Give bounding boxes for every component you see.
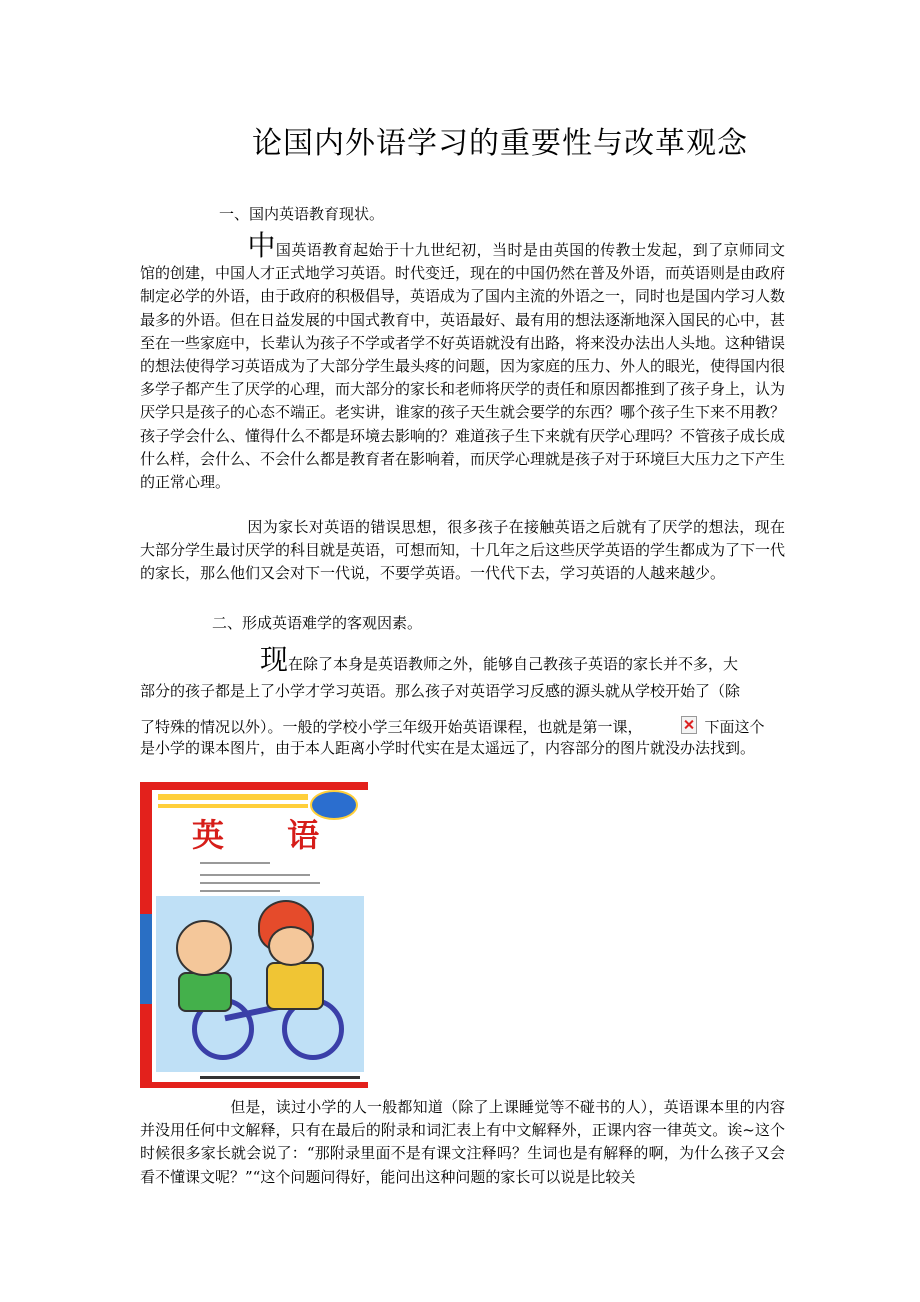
paragraph-text: 但是，读过小学的人一般都知道（除了上课睡觉等不碰书的人），英语课本里的内容并没用任何中文解释，只有在最后的附录和词汇表上有中文解释外，正课内容一律英文。诶~这个时候很多家长就会说了：“那附录里面不是有课文注释吗？生词也是有解释的啊，为什么孩子又会看不懂课文呢？”“这个问题问得好，能问出这种问题的家长可以说是比较关 xyxy=(140,1098,785,1186)
paragraph-1 xyxy=(140,229,786,494)
paragraph-line-with-image: 了特殊的情况以外）。一般的学校小学三年级开始英语课程，也就是第一课， 下面这个 xyxy=(140,718,765,736)
paragraph-line: 部分的孩子都是上了小学才学习英语。那么孩子对英语学习反感的源头就从学校开始了（除 xyxy=(140,682,741,700)
paragraph-line: 在除了本身是英语教师之外，能够自己教孩子英语的家长并不多，大 xyxy=(288,655,739,673)
cover-title: 英 语 xyxy=(192,816,346,854)
dropcap: 现 xyxy=(260,643,289,676)
paragraph-2 xyxy=(140,516,785,586)
broken-image-icon xyxy=(681,716,697,734)
textbook-cover-image xyxy=(140,782,368,1088)
cartoon-boy xyxy=(176,920,232,976)
section-heading-1: 一、国内英语教育现状。 xyxy=(219,205,385,223)
paragraph-text: 国英语教育起始于十九世纪初，当时是由英国的传教士发起，到了京师同文馆的创建，中国人才正式地学习英语。时代变迁，现在的中国仍然在普及外语，而英语则是由政府制定必学的外语，由于政府的积极倡导，英语成为了国内主流的外语之一，同时也是国内学习人数最多的外语。但在日益发展的中国式教育中，英语最好、最有用的想法逐渐地深入国民的心中，甚至在一些家庭中，长辈认为孩子不学或者学不好英语就没有出路，将来没办法出人头地。这种错误的想法使得学习英语成为了大部分学生最头疼的问题，因为家庭的压力、外人的眼光，使得国内很多学子都产生了厌学的心理，而大部分的家长和老师将厌学的责任和原因都推到了孩子身上，认为厌学只是孩子的心态不端正。老实讲，谁家的孩子天生就会要学的东西？哪个孩子生下来不用教？孩子学会什么、懂得什么不都是环境去影响的？难道孩子生下来就有厌学心理吗？不管孩子成长成什么样，会什么、不会什么都是教育者在影响着，而厌学心理就是孩子对于环境巨大压力之下产生的正常心理。 xyxy=(140,241,786,492)
section-heading-2: 二、形成英语难学的客观因素。 xyxy=(212,614,423,632)
paragraph-text: 因为家长对英语的错误思想，很多孩子在接触英语之后就有了厌学的想法，现在大部分学生最讨厌学的科目就是英语，可想而知，十几年之后这些厌学英语的学生都成为了下一代的家长，那么他们又会对下一代说，不要学英语。一代代下去，学习英语的人越来越少。 xyxy=(140,518,786,583)
dropcap: 中 xyxy=(247,229,276,262)
paragraph-4 xyxy=(140,1096,785,1189)
paragraph-3 xyxy=(140,643,785,759)
paragraph-line: 是小学的课本图片，由于本人距离小学时代实在是太遥远了，内容部分的图片就没办法找到。 xyxy=(140,739,756,757)
document-title: 论国内外语学习的重要性与改革观念 xyxy=(252,126,748,161)
